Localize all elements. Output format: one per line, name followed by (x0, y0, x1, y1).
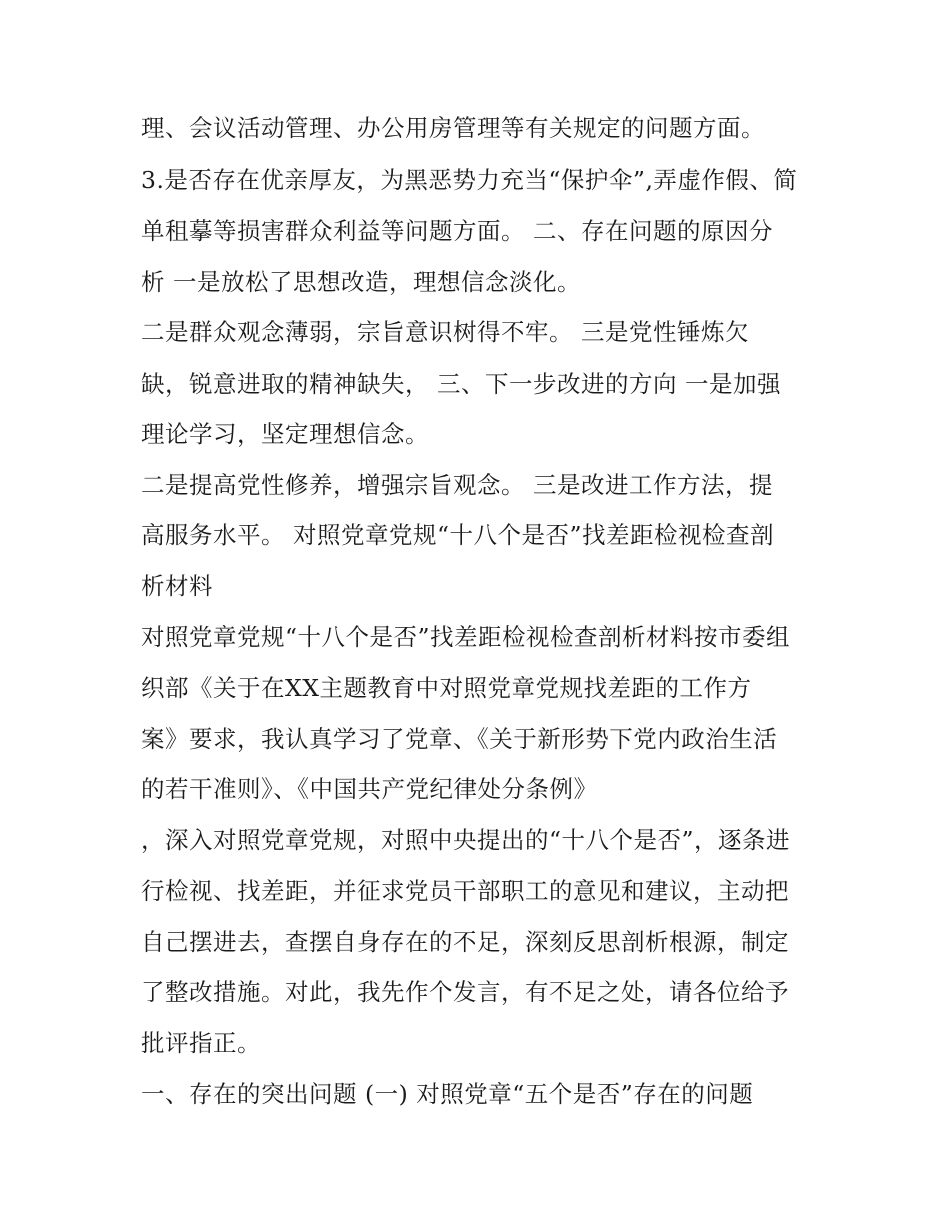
text-line: 自己摆进去，查摆自身存在的不足，深刻反思剖析根源，制定 (141, 928, 789, 956)
text-line: 织部《关于在XX主题教育中对照党章党规找差距的工作方 (141, 674, 752, 702)
text-line: 3.是否存在优亲厚友，为黑恶势力充当“保护伞”,弄虚作假、简 (141, 166, 798, 194)
text-line: 案》要求，我认真学习了党章、《关于新形势下党内政治生活 (141, 725, 778, 753)
text-line: 高服务水平。 对照党章党规“十八个是否”找差距检视检查剖 (141, 521, 774, 549)
text-line: 对照党章党规“十八个是否”找差距检视检查剖析材料按市委组 (141, 623, 791, 651)
text-line: 析材料 (141, 572, 213, 600)
text-line: 批评指正。 (141, 1029, 261, 1057)
text-line: 的若干准则》、《中国共产党纪律处分条例》 (141, 775, 598, 803)
text-line: 了整改措施。对此，我先作个发言，有不足之处，请各位给予 (141, 978, 789, 1006)
text-line: 一、存在的突出问题 (一) 对照党章“五个是否”存在的问题 (141, 1080, 754, 1108)
text-line: 理、会议活动管理、办公用房管理等有关规定的问题方面。 (141, 114, 765, 142)
text-line: 析 一是放松了思想改造，理想信念淡化。 (141, 268, 581, 296)
text-line: 行检视、找差距，并征求党员干部职工的意见和建议，主动把 (141, 877, 789, 905)
text-line: 二是群众观念薄弱，宗旨意识树得不牢。 三是党性锤炼欠 (141, 318, 749, 346)
text-line: 单租摹等损害群众利益等问题方面。 二、存在问题的原因分 (141, 217, 773, 245)
text-line: ，深入对照党章党规，对照中央提出的“十八个是否”，逐条进 (141, 826, 791, 854)
text-line: 理论学习，坚定理想信念。 (141, 420, 429, 448)
text-line: 缺，锐意进取的精神缺失， 三、下一步改进的方向 一是加强 (141, 370, 781, 398)
text-line: 二是提高党性修养，增强宗旨观念。 三是改进工作方法，提 (141, 471, 773, 499)
